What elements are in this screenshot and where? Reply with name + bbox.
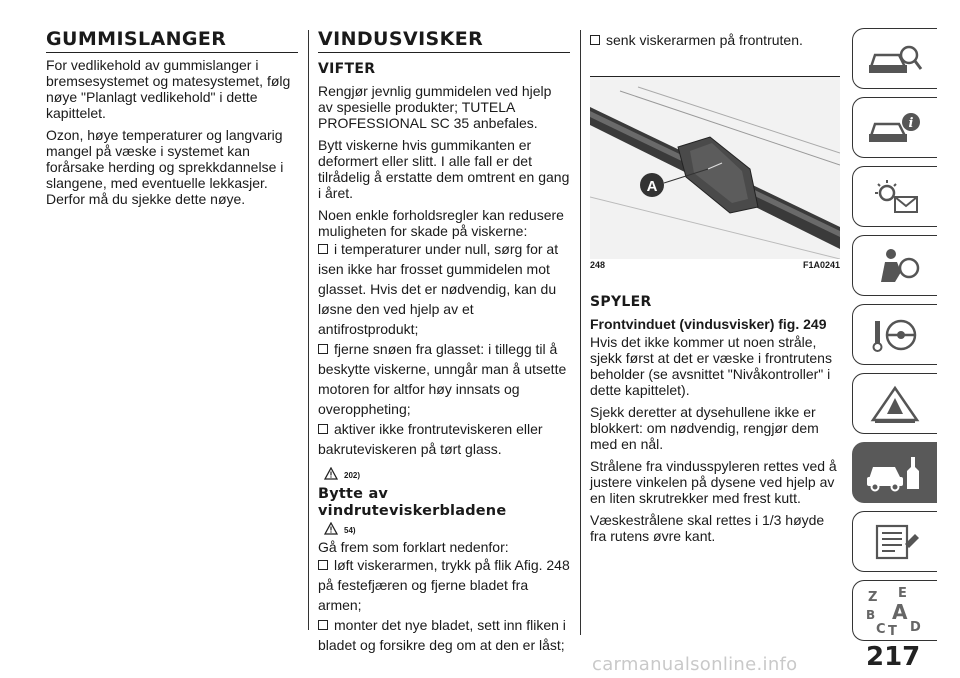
paragraph: Ozon, høye temperaturer og langvarig mangel på væske i systemet kan forårsake herding og sprekkdannelse i slangene, med eventuelle lekkasjer. Derfor må du sjekke dette nøye. [46, 127, 284, 207]
page-number: 217 [866, 642, 921, 672]
tab-car-search[interactable] [852, 28, 937, 89]
subheading-frontvinduet: Frontvinduet (vindusvisker) fig. 249 [590, 316, 827, 332]
column-divider [308, 30, 309, 630]
road-warning-icon [865, 384, 925, 424]
watermark: carmanualsonline.info [592, 654, 798, 675]
tab-technical-data[interactable] [852, 511, 937, 572]
svg-text:A: A [892, 599, 908, 624]
paragraph: Hvis det ikke kommer ut noen stråle, sjekk først at det er væske i frontrutens beholder (se avsnittet "Nivåkontroller" i dette kapittelet). [590, 334, 832, 398]
tab-warning-lights[interactable] [852, 166, 937, 227]
paragraph: Strålene fra vindusspyleren rettes ved å justere vinkelen på dysene ved hjelp av en liten skrutrekker med frest kutt. [590, 458, 837, 506]
svg-text:D: D [910, 619, 921, 635]
bullet-item: i temperaturer under null, sørg for at isen ikke har frosset gummidelen mot glasset. Hvis det er nødvendig, kan du løsne den ved hjelp av et antifrostprodukt; [318, 241, 559, 337]
bullet-box-icon [318, 620, 328, 630]
paragraph: For vedlikehold av gummislanger i bremsesystemet og matesystemet, følg nøye "Planlagt vedlikehold" i dette kapittelet. [46, 57, 291, 121]
column-divider [580, 30, 581, 635]
figure-callout-label: A [646, 178, 658, 195]
paragraph: Bytt viskerne hvis gummikanten er deformert eller slitt. I alle fall er det tilrådelig å erstatte dem omtrent en gang i året. [318, 137, 570, 201]
tab-safety[interactable] [852, 235, 937, 296]
figure-wiper-blade [590, 76, 840, 259]
warning-triangle-icon [324, 522, 338, 535]
tab-index[interactable] [852, 580, 937, 641]
bullet-item: senk viskerarmen på frontruten. [590, 30, 840, 50]
figure-caption [590, 260, 840, 270]
bullet-box-icon [318, 344, 328, 354]
warning-triangle-icon [324, 467, 338, 480]
tab-emergency[interactable] [852, 373, 937, 434]
bullet-item: monter det nye bladet, sett inn fliken i bladet og forsikre deg om at den er låst; [318, 617, 566, 653]
section-heading-gummislanger: GUMMISLANGER [46, 28, 298, 53]
paragraph: Gå frem som forklart nedenfor: [318, 539, 509, 555]
warning-lights-icon [865, 177, 925, 217]
paragraph: Noen enkle forholdsregler kan redusere muligheten for skade på viskerne: [318, 207, 564, 239]
column-3 [590, 30, 840, 50]
svg-text:B: B [866, 607, 876, 622]
paragraph: Rengjør jevnlig gummidelen ved hjelp av spesielle produkter; TUTELA PROFESSIONAL SC 35 anbefales. [318, 83, 552, 131]
figure-code: F1A0241 [802, 260, 840, 270]
figure-number: 248 [590, 260, 606, 270]
subheading-spyler: SPYLER [590, 294, 652, 310]
index-letters-icon [862, 585, 928, 637]
bullet-item: aktiver ikke frontruteviskeren eller bakruteviskeren på tørt glass. [318, 421, 543, 457]
tab-service-maintenance[interactable] [852, 442, 937, 503]
steering-key-icon [865, 315, 925, 355]
paragraph: Sjekk deretter at dysehullene ikke er blokkert: om nødvendig, rengjør dem med en nål. [590, 404, 819, 452]
car-info-icon [865, 108, 925, 148]
svg-text:C: C [876, 621, 886, 637]
svg-text:i: i [908, 115, 914, 131]
bullet-box-icon [318, 244, 328, 254]
car-service-icon [865, 453, 925, 493]
svg-text:T: T [888, 623, 897, 637]
section-heading-vindusvisker: VINDUSVISKER [318, 28, 570, 53]
specs-list-icon [865, 522, 925, 562]
column-3-lower [590, 290, 840, 550]
safety-airbag-icon [865, 246, 925, 286]
bullet-item: fjerne snøen fra glasset: i tillegg til å beskytte viskerne, unngår man å utsette motoren for altfor høy innsats og overoppheting; [318, 341, 567, 417]
tab-starting-driving[interactable] [852, 304, 937, 365]
paragraph: Væskestrålene skal rettes i 1/3 høyde fra rutens øvre kant. [590, 512, 825, 544]
warning-reference: 54) [324, 522, 570, 535]
column-1 [46, 28, 298, 213]
bullet-box-icon [318, 560, 328, 570]
tab-car-info[interactable] [852, 97, 937, 158]
bullet-box-icon [590, 35, 600, 45]
svg-text:Z: Z [868, 589, 878, 605]
column-2 [318, 28, 570, 655]
car-search-icon [865, 39, 925, 79]
svg-text:E: E [898, 585, 907, 601]
warning-reference: 202) [324, 467, 570, 480]
wiper-blade-illustration [590, 77, 840, 259]
subheading-bytte-av-bladene: Bytte av vindruteviskerbladene [318, 486, 507, 519]
bullet-item: løft viskerarmen, trykk på flik Afig. 248 på festefjæren og fjerne bladet fra armen; [318, 557, 570, 613]
bullet-box-icon [318, 424, 328, 434]
chapter-tabs [852, 28, 938, 649]
subheading-vifter: VIFTER [318, 61, 376, 77]
